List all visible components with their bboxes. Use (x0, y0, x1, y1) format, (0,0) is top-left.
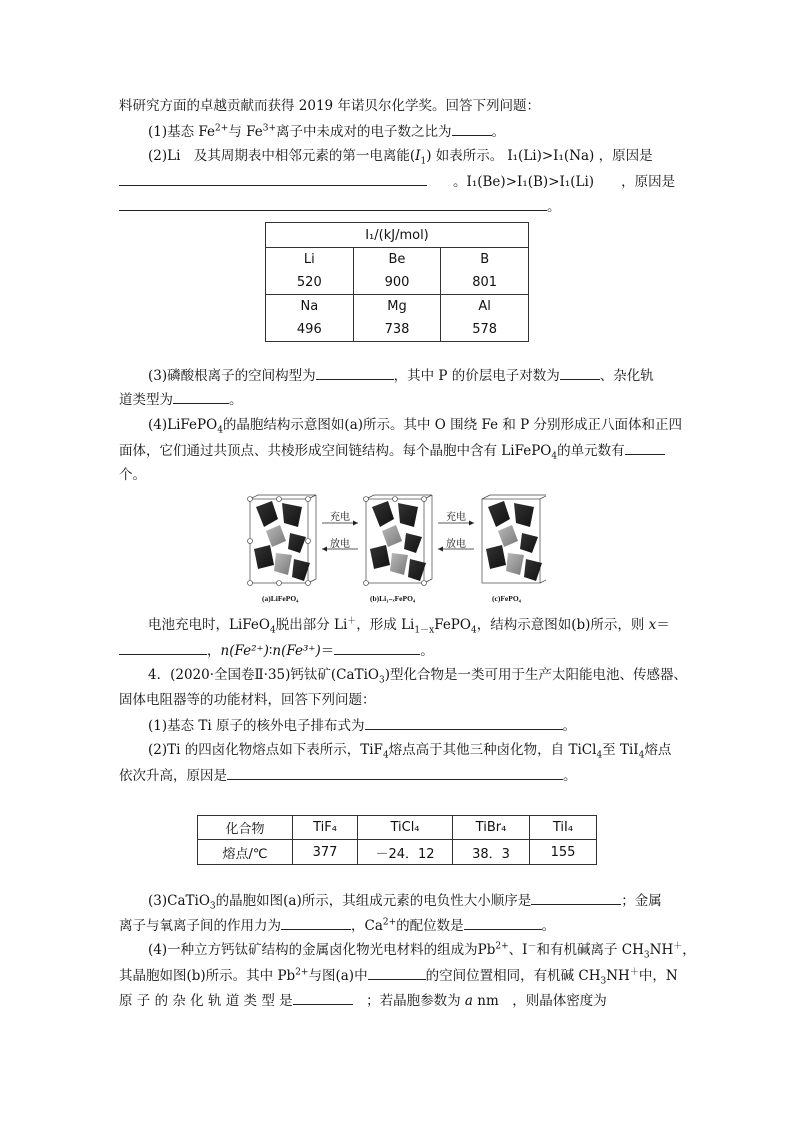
ionization-energy-table (265, 222, 529, 342)
table-cell: TiI₄ (530, 816, 597, 840)
table-cell: 738 (353, 319, 441, 342)
table-cell: B (441, 248, 529, 272)
answer-blank[interactable] (316, 366, 394, 380)
caption-a: (a)LiFePO₄ (262, 594, 299, 603)
cell-c (482, 495, 546, 583)
table-cell: Be (353, 248, 441, 272)
question-4-line3: 个。 (119, 467, 146, 483)
problem-4-q4: (4)一种立方钙钛矿结构的金属卤化物光电材料的组成为$Pb^{2+}$、I－和有机碱离子 $CH_3NH^+$， (148, 941, 696, 961)
answer-blank[interactable] (119, 641, 207, 655)
answer-blank[interactable] (464, 916, 542, 930)
cell-a (248, 495, 317, 586)
answer-blank[interactable] (227, 766, 563, 780)
crystal-cells-svg (246, 493, 546, 587)
tetrahalide-melting-table (197, 815, 597, 865)
table-cell: 377 (293, 840, 358, 865)
question-5-line2: ，n(Fe²⁺)∶n(Fe³⁺)＝ 。 (119, 641, 434, 660)
answer-blank[interactable] (334, 641, 420, 655)
table-cell: Na (266, 295, 354, 319)
question-1: (1)基态 $Fe^{2+}$与 $Fe^{3+}$离子中未成对的电子数之比为 。 (148, 123, 506, 140)
table-cell: Mg (353, 295, 441, 319)
problem-4-q2-line2: 依次升高，原因是 。 (119, 768, 577, 784)
table-cell: －24．12 (358, 840, 453, 865)
answer-blank[interactable] (365, 716, 563, 730)
problem-4-q2: (2)Ti 的四卤化物熔点如下表所示，TiF$_4$熔点高于其他三种卤化物，自 TiCl$_4$至 TiI$_4$熔点 (148, 742, 672, 761)
question-5: 电池充电时，LiFeO$_4$脱出部分 Li＋，形成 $Li_{1-x}FePO_4$，结构示意图如(b)所示，则 x＝ (148, 616, 670, 636)
answer-blank[interactable] (531, 891, 621, 905)
table-cell: 38．3 (453, 840, 530, 865)
question-2-line3: 。 (119, 197, 561, 216)
problem-4-q3: (3)CaTiO$_3$的晶胞如图(a)所示，其组成元素的电负性大小顺序是 ；金属 (148, 893, 662, 912)
table-header: I₁/(kJ/mol) (266, 223, 529, 248)
paragraph-intro: 料研究方面的卓越贡献而获得 2019 年诺贝尔化学奖。回答下列问题： (119, 98, 540, 114)
arrow-label-charge: 充电 (446, 512, 466, 523)
table-cell: 496 (266, 319, 354, 342)
problem-4-q4-line3: 原 子 的 杂 化 轨 道 类 型 是 ；若晶胞参数为 a nm ，则晶体密度为 (119, 993, 607, 1009)
question-3-line2: 道类型为 。 (119, 392, 243, 408)
table-cell: TiCl₄ (358, 816, 453, 840)
arrow-label-discharge: 放电 (330, 539, 350, 550)
answer-blank[interactable] (368, 966, 426, 980)
cell-b (364, 495, 433, 586)
question-2: (2)Li 及其周期表中相邻元素的第一电离能$(I_1)$ 如表所示。 I₁(Li)>I₁(Na) ，原因是 (148, 148, 653, 167)
table-cell: 900 (353, 272, 441, 295)
answer-blank[interactable] (560, 366, 600, 380)
table-cell: TiF₄ (293, 816, 358, 840)
table-cell: 化合物 (198, 816, 293, 840)
question-4: (4)LiFePO$_4$的晶胞结构示意图如(a)所示。其中 O 围绕 Fe 和 P 分别形成正八面体和正四 (148, 417, 683, 436)
answer-blank[interactable] (119, 172, 427, 186)
table-cell: 520 (266, 272, 354, 295)
lifepo4-structure-figure (246, 493, 546, 606)
problem-4-title: 4．(2020·全国卷Ⅱ·35)钙钛矿(CaTiO$_3$)型化合物是一类可用于生产太阳能电池、传感器、 (148, 667, 687, 686)
question-4-line2: 面体，它们通过共顶点、共棱形成空间链结构。每个晶胞中含有 LiFePO$_4$的单元数有 (119, 441, 665, 460)
table-cell: Al (441, 295, 529, 319)
answer-blank[interactable] (173, 390, 229, 404)
arrow-label-discharge: 放电 (446, 539, 466, 550)
caption-b: (b)Li₁₋ₓFePO₄ (370, 594, 416, 603)
table-cell: 155 (530, 840, 597, 865)
table-cell: 801 (441, 272, 529, 295)
table-cell: TiBr₄ (453, 816, 530, 840)
table-cell: Li (266, 248, 354, 272)
arrow-label-charge: 充电 (330, 512, 350, 523)
answer-blank[interactable] (625, 441, 665, 455)
answer-blank[interactable] (293, 991, 353, 1005)
problem-4-q1: (1)基态 Ti 原子的核外电子排布式为 。 (148, 718, 577, 734)
problem-4-q4-line2: 其晶胞如图(b)所示。其中 $Pb^{2+}$与图(a)中 的空间位置相同，有机碱 $CH_3NH^+$中，N (119, 967, 678, 987)
answer-blank[interactable] (281, 916, 351, 930)
problem-4-q3-line2: 离子与氧离子间的作用力为 ，$Ca^{2+}$的配位数是 。 (119, 917, 556, 934)
answer-blank[interactable] (119, 197, 547, 211)
question-3: (3)磷酸根离子的空间构型为 ，其中 P 的价层电子对数为 、杂化轨 (148, 368, 654, 384)
answer-blank[interactable] (452, 122, 492, 136)
table-cell: 578 (441, 319, 529, 342)
question-2-line2: 。I₁(Be)>I₁(B)>I₁(Li) ，原因是 (119, 172, 675, 191)
table-cell: 熔点/℃ (198, 840, 293, 865)
caption-c: (c)FePO₄ (492, 594, 521, 603)
problem-4-line2: 固体电阻器等的功能材料，回答下列问题： (119, 692, 376, 708)
